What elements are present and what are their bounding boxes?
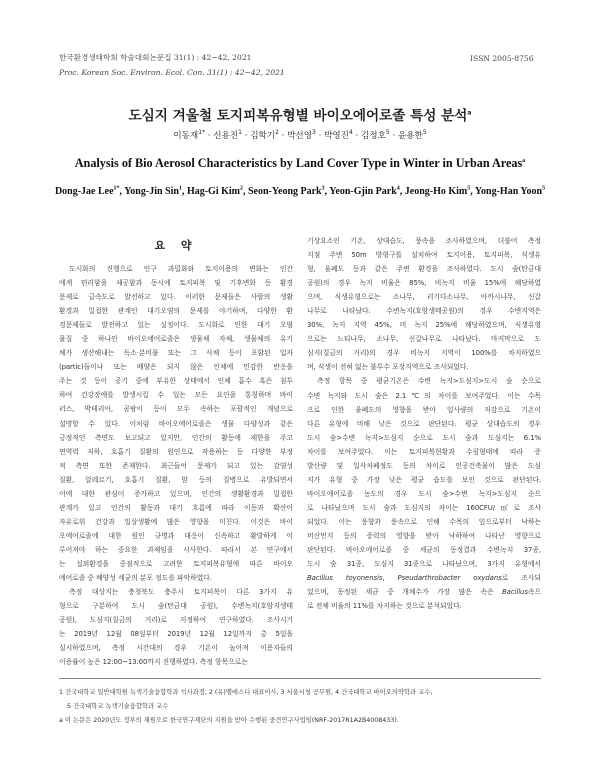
text-line: 주는 것 등이 공기 중에 부유한 상태에서 인체 흡수 혹은 침투 — [59, 377, 293, 386]
author-name-ko: 신용진$^1$ — [213, 129, 242, 141]
text-line: 공원), 도심지(칠금의 거리)로 지정하여 연구하였다. 조사시기 — [59, 616, 293, 625]
paper-title-ko: 도심지 겨울철 토지피복유형별 바이오에어로졸 특성 분석$^a$ — [128, 108, 472, 124]
author-name-en: Yong-Han Yoon$^5$ — [474, 185, 546, 197]
text-line: 관계가 있고 인간의 활동과 대기 흐름에 따라 이동과 확산이 — [59, 503, 293, 512]
text-line: 지가 유형 중 가장 낮은 평균 습도를 보인 것으로 판단된다. — [307, 475, 541, 484]
text-line: 도시 숲>수변 녹지>도심지 순으로 도시 숲과 도심지는 6.1% — [307, 433, 541, 442]
text-line: 실시하였으며, 측정 시간대의 경우 기온이 높아져 이용자들의 — [59, 644, 293, 653]
text-line: 바이오에어로졸 농도의 경우 도시 숲>수변 녹지>도심지 순으 — [307, 489, 541, 498]
text-line: 설명할 수 있다. 이처럼 바이오에어로졸은 생물 다양성과 같은 — [59, 419, 293, 428]
text-line: 비산먼지 등의 증력의 영향을 받아 낙하하여 나타난 영향으로 — [307, 531, 541, 540]
text-line: 도시 숲 31종, 도심지 31종으로 나타났으며, 3가지 유형에서 — [307, 560, 541, 569]
text-line: 형, 울폐도 등과 같은 주변 환경을 조사하였다. 도시 숲(탄금대 — [307, 265, 541, 274]
text-line: 으며, 식생유형으로는 소나무, 리기다소나무, 아까시나무, 신갈 — [307, 293, 541, 302]
abstract-right-column — [307, 234, 541, 613]
text-line: 었으며, 동정된 세균 중 개체수가 가장 많은 속은 Bacillus속으 — [307, 588, 541, 597]
text-line: 지점 주변 50m 방형구를 설치하여 토지이용, 토지피복, 식생유 — [307, 251, 541, 260]
footnote-funding: a 이 논문은 2020년도 정부의 재원으로 한국연구재단의 지원을 받아 수행된 중견연구사업임(NRF-2017R1A2B4008433). — [59, 717, 399, 724]
text-line: 측정 대상지는 충청북도 충주시 토지피복이 다른 3가지 유 — [69, 588, 293, 597]
footnote-affiliations-cont: 5 건국대학교 녹색기술융합학과 교수 — [67, 703, 169, 710]
text-line: 발산량 및 일사차폐정도 등의 차이로 인공건축물이 많은 도심 — [307, 461, 541, 470]
author-name-en: Seon-Yeong Park$^3$ — [248, 185, 325, 197]
text-line: 다른 유형에 비해 낮은 것으로 판단된다. 평균 상대습도의 경우 — [307, 419, 541, 428]
author-name-en: Yong-Jin Sin$^1$ — [124, 185, 182, 197]
abstract-heading: 요 약 — [154, 239, 198, 252]
text-line: 심지(칠금의 거리)의 경우 비녹지 지역이 100%를 차지하였으 — [307, 349, 541, 358]
text-line: 러스, 박테리아, 곰팡이 등이 모두 속하는 포괄적인 개념으로 — [59, 405, 293, 414]
author-name-ko: 박선영$^3$ — [287, 129, 316, 141]
text-line: 이에 대한 관심이 증가하고 있으며, 인간의 생활환경과 밀접한 — [59, 489, 293, 498]
text-line: 기상요소인 기온, 상대습도, 풍속을 조사하였으며, 더불어 측정 — [307, 237, 541, 245]
text-line: 에게 편리함을 제공함과 동시에 토지피복 및 기후변화 등 환경 — [59, 279, 293, 288]
text-line: 로 전체 비율의 11%를 차지하는 것으로 분석되었다. — [307, 602, 462, 611]
text-line: 형으로 구분하여 도시 숲(탄금대 공원), 수변녹지(호암지생태 — [59, 602, 293, 611]
author-name-ko: 이동재$^{1*}$ — [173, 129, 206, 141]
issn: ISSN 2005-8756 — [470, 54, 534, 63]
text-line: 수변 녹지와 도시 숲은 2.1℃의 차이를 보여주었다. 이는 수목 — [307, 391, 541, 400]
text-line: 경문제들로 발전하고 있는 실정이다. 도시화로 인한 대기 오염 — [59, 321, 293, 330]
text-line: 30%, 녹지 지역 45%, 비 녹지 25%에 해당하였으며, 식생유형 — [307, 321, 541, 330]
author-name-ko: 김정호$^5$ — [361, 129, 390, 141]
text-line: 에어로졸 중 배양성 세균의 분포 정도를 파악하였다. — [59, 574, 212, 583]
author-list-en: Dong-Jae Lee$^{1*}$, Yong-Jin Sin$^1$, Hag-Gi Kim$^2$, Seon-Yeong Park$^3$, Yeon-Gjin Park$^4$, Jeong-Ho Kim$^5$, Yong-Han Yoon$^5$ — [54, 185, 546, 197]
author-name-en: Jeong-Ho Kim$^5$ — [404, 185, 471, 197]
author-list-ko: 이동재$^{1*}$ · 신용진$^1$ · 김학기$^2$ · 박선영$^3$ · 박영진$^4$ · 김정호$^5$ · 윤용한$^5$ — [173, 129, 427, 141]
text-line: 나무로 나타났다. 수변녹지(호암생태공원)의 경우 수변지역은 — [307, 307, 541, 316]
journal-header-ko: 한국환경생태학회 학술대회논문집 31(1) : 42~42, 2021 — [59, 53, 252, 62]
text-line: 자유로워 건강과 일상생활에 많은 영향을 미친다. 이것은 바이 — [59, 517, 293, 526]
text-line: 차이를 보여주었다. 이는 토지피복현황과 수림형태에 따라 증 — [307, 447, 541, 456]
author-name-ko: 박영진$^4$ — [324, 129, 353, 141]
text-line: 되었다. 이는 풍향과 풍속으로 인해 수목의 잎으로부터 낙하는 — [307, 517, 541, 526]
text-line: 이용률이 높은 12:00~13:00까지 진행하였다. 측정 항목으로는 — [59, 658, 248, 667]
text-line: 면역력 저하, 호흡기 질환의 원인으로 작용하는 등 다양한 부정 — [59, 447, 293, 456]
text-line: 으로는 느티나무, 소나무, 신갈나무로 나타났다. 마지막으로 도 — [307, 335, 541, 344]
text-line: 하여 건강장애를 발생시킬 수 있는 모든 요인을 통칭하며 바이 — [59, 391, 293, 400]
journal-header-en: Proc. Korean Soc. Environ. Ecol. Con. 31(1) : 42~42, 2021 — [59, 68, 285, 77]
text-line: 는 2019년 12월 08일부터 2019년 12월 12일까지 총 5일을 — [59, 630, 293, 639]
text-line: 는 실외환경을 중점적으로 고려한 토지피복유형에 따른 바이오 — [59, 559, 293, 568]
text-line: 루어져야 하는 중요한 과제임을 시사한다. 따라서 본 연구에서 — [59, 545, 293, 554]
text-line: 판단된다. 바이오에어로졸 중 세균의 동정결과 수변녹지 37종, — [307, 546, 541, 555]
author-name-en: Yeon-Gjin Park$^4$ — [329, 185, 400, 197]
footnote-rule — [59, 678, 541, 679]
footnote-affiliations: 1 건국대학교 일반대학원 녹색기술융합학과 석사과정, 2 (유)엘에스디 대표이사, 3 서울시청 공무원, 4 건국대학교 바이오의약학과 교수, — [59, 689, 433, 696]
text-line: 문제로 급속도로 발전하고 있다. 이러한 문제들은 사람의 생활 — [59, 293, 293, 302]
text-line: 환경과 밀접한 관계인 대기오염의 문제를 야기하며, 다양한 환 — [59, 307, 293, 316]
author-name-ko: 김학기$^2$ — [250, 129, 279, 141]
text-line: 물질 중 하나인 바이오에어로졸은 생물체 자체, 생물체의 유기 — [59, 335, 293, 344]
text-line: 공원)의 경우 녹지 비율은 85%, 비녹지 비율 15%에 해당하였 — [307, 279, 541, 288]
text-line: 적 측면 또한 존재한다. 최근들어 문제가 되고 있는 감염성 — [59, 461, 293, 470]
author-name-en: Hag-Gi Kim$^2$ — [186, 185, 243, 197]
text-line: 체가 생산해내는 독소·분비물 또는 그 사체 등이 포함된 입자 — [59, 349, 293, 358]
text-line: Bacillus toyonensis, Pseudarthrobacter oxydans로 조사되 — [307, 574, 541, 583]
text-line: (partic)들이나 또는 배양은 되지 않은 인체에 민감한 반응을 — [59, 363, 293, 372]
text-line: 도시화의 진행으로 인구 과밀화와 토지이용의 변화는 인간 — [69, 265, 293, 273]
text-line: 으로 인한 울폐도의 영향을 받아 일사량의 저감으로 기온이 — [307, 405, 541, 414]
abstract-left-column — [59, 262, 293, 669]
text-line: 긍정적인 측면도 보고되고 있지만, 인간의 활동에 제한을 주고 — [59, 433, 293, 442]
paper-title-en: Analysis of Bio Aerosol Characteristics by Land Cover Type in Winter in Urban Areas$^a$ — [74, 156, 526, 170]
author-name-ko: 윤용한$^5$ — [397, 129, 427, 141]
text-line: 측정 항목 중 평균기온은 수변 녹지>도심지>도시 숲 순으로 — [317, 377, 541, 386]
text-line: 로 나타났으며 도시 숲과 도심지의 차이는 160CFU/㎥로 조사 — [307, 503, 541, 512]
author-name-en: Dong-Jae Lee$^{1*}$ — [54, 185, 120, 197]
text-line: 질환, 알레르기, 호흡기 질환, 암 등의 질병으로 유발되면서 — [59, 475, 293, 484]
text-line: 오에어로졸에 대한 원인 규명과 대응이 신속하고 활발하게 이 — [59, 531, 293, 540]
text-line: 며, 식생이 전혀 없는 불투수 포장지역으로 조사되었다. — [307, 363, 469, 372]
